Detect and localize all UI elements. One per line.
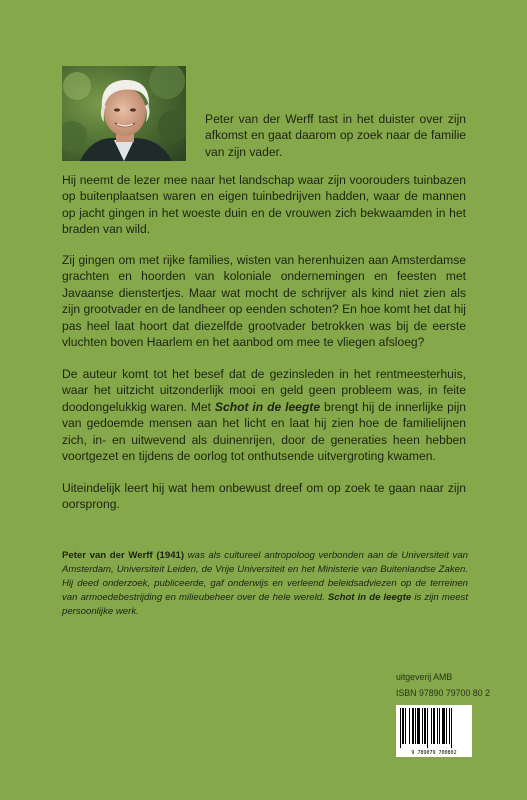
body-paragraph-2: Zij gingen om met rijke families, wisten van herenhuizen aan Amsterdamse grachten en hoorden van koloniale ondernemingen en feesten met Javaanse dienstertjes. Maar wat mocht de schrijver als kind niet zien als zijn grootvader en de landheer op eenden schoten? En hoe komt het dat hij pas heel laat hoort dat diezelfde grootvader betrokken was bij de eerste vluchten boven Haarlem en het aanbod om mee te vliegen afsloeg? [62,253,466,350]
isbn-label: ISBN 97890 79700 80 2 [396,688,490,698]
author-photo [62,66,186,161]
paragraph-3-before: De auteur komt tot het besef dat de gezinsleden in het rentmeesterhuis, waar het uitzicht uitzonderlijk mooi en geld geen probleem was, in feite doodongelukkig waren. Met [62,367,466,414]
barcode-icon [396,705,472,751]
body-paragraph-4: Uiteindelijk leert hij wat hem onbewust dreef om op zoek te gaan naar zijn oorsprong. [62,481,466,512]
book-title-inline: Schot in de leegte [214,399,321,414]
author-name: Peter van der Werff (1941) [62,550,185,561]
barcode-number: 9 789079 700802 [411,750,457,756]
bio-book-title: Schot in de leegte [327,592,412,604]
body-paragraph-1: Hij neemt de lezer mee naar het landschap waar zijn voorouders tuinbazen op buitenplaatsen waren en eigen tuinbedrijven hadden, waar de mannen op jacht gingen in het woeste duin en de vrouwen zich bekwaamden in het braden van wild. [62,173,466,237]
barcode [396,705,472,757]
bio-end: is zijn meest persoonlijke werk. [62,592,468,618]
paragraph-3-after: brengt hij de innerlijke pijn van gedoemde mensen aan het licht en laat hij zien hoe de familielijnen zich, in- en uitwevend als duinenrijen, door de generaties heen hebben voortgezet en tijdens de oorlog tot onthutsende uitvergroting kwamen. [62,399,466,464]
author-portrait-image [62,66,186,161]
publisher-label: uitgeverij AMB [396,672,453,682]
intro-paragraph: Peter van der Werff tast in het duister over zijn afkomst en gaat daarom op zoek naar de familie van zijn vader. [205,112,466,159]
body-paragraph-3 [62,366,466,464]
author-bio [62,549,468,619]
bio-text: was als cultureel antropoloog verbonden aan de Universiteit van Amsterdam, Universiteit Leiden, de Vrije Universiteit en het Ministerie van Buitenlandse Zaken. Hij deed onderzoek, publiceerde, gaf onderwijs en verleend beleidsadviezen op de terreinen van armoedebestrijding en milieubeheer over de hele wereld. [62,550,468,604]
